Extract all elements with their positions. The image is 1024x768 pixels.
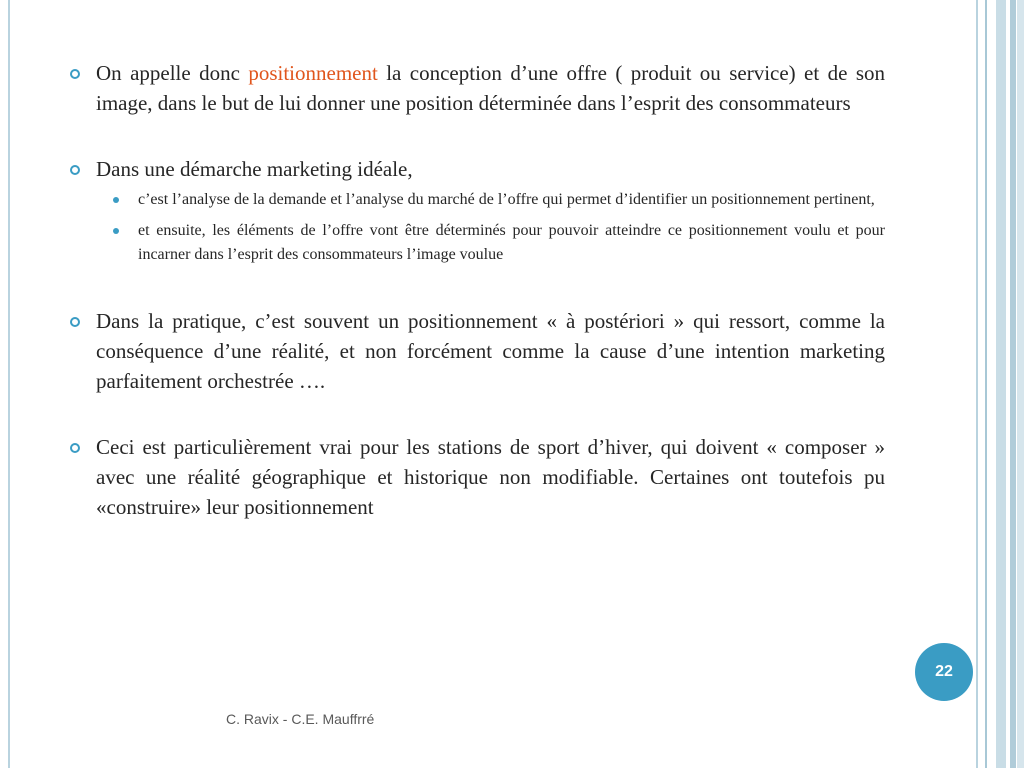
bullet-positionnement-definition [70, 58, 885, 118]
slide-content [70, 58, 885, 522]
bullet-text: Ceci est particulièrement vrai pour les stations de sport d’hiver, qui doivent « composer » avec une réalité géographique et historique non modifiable. Certaines ont toutefois pu «construire» leur positionnement [96, 435, 885, 519]
ring-bullet-icon [70, 69, 80, 79]
bullet-text: Dans la pratique, c’est souvent un positionnement « à postériori » qui ressort, comme la conséquence d’une réalité, et non forcément comme la cause d’une intention marketing parfaitement orchestrée …. [96, 309, 885, 393]
highlighted-term: positionnement [248, 61, 378, 85]
page-number-badge: 22 [915, 643, 973, 701]
sub-bullet-text: et ensuite, les éléments de l’offre vont être déterminés pour pouvoir atteindre ce positionnement voulu et pour incarner dans l’esprit des consommateurs l’image voulue [138, 222, 885, 263]
bullet-text: On appelle donc positionnement la conception d’une offre ( produit ou service) et de son image, dans le but de lui donner une position déterminée dans l’esprit des consommateurs [96, 61, 886, 115]
sub-bullet-item [70, 188, 885, 212]
dot-bullet-icon [113, 197, 119, 203]
footer-authors: C. Ravix - C.E. Mauffrré [226, 711, 375, 727]
bullet-pratique [70, 306, 885, 396]
sub-bullet-list [70, 188, 885, 267]
dot-bullet-icon [113, 228, 119, 234]
bullet-text: Dans une démarche marketing idéale, [96, 157, 413, 181]
bullet-demarche-ideale [70, 154, 885, 184]
ring-bullet-icon [70, 443, 80, 453]
bullet-stations-sport-hiver [70, 432, 885, 522]
ring-bullet-icon [70, 165, 80, 175]
sub-bullet-text: c’est l’analyse de la demande et l’analyse du marché de l’offre qui permet d’identifier un positionnement pertinent, [138, 191, 875, 208]
ring-bullet-icon [70, 317, 80, 327]
sub-bullet-item [70, 219, 885, 267]
right-decorative-stripes [976, 0, 1024, 768]
left-border-rule [8, 0, 10, 768]
